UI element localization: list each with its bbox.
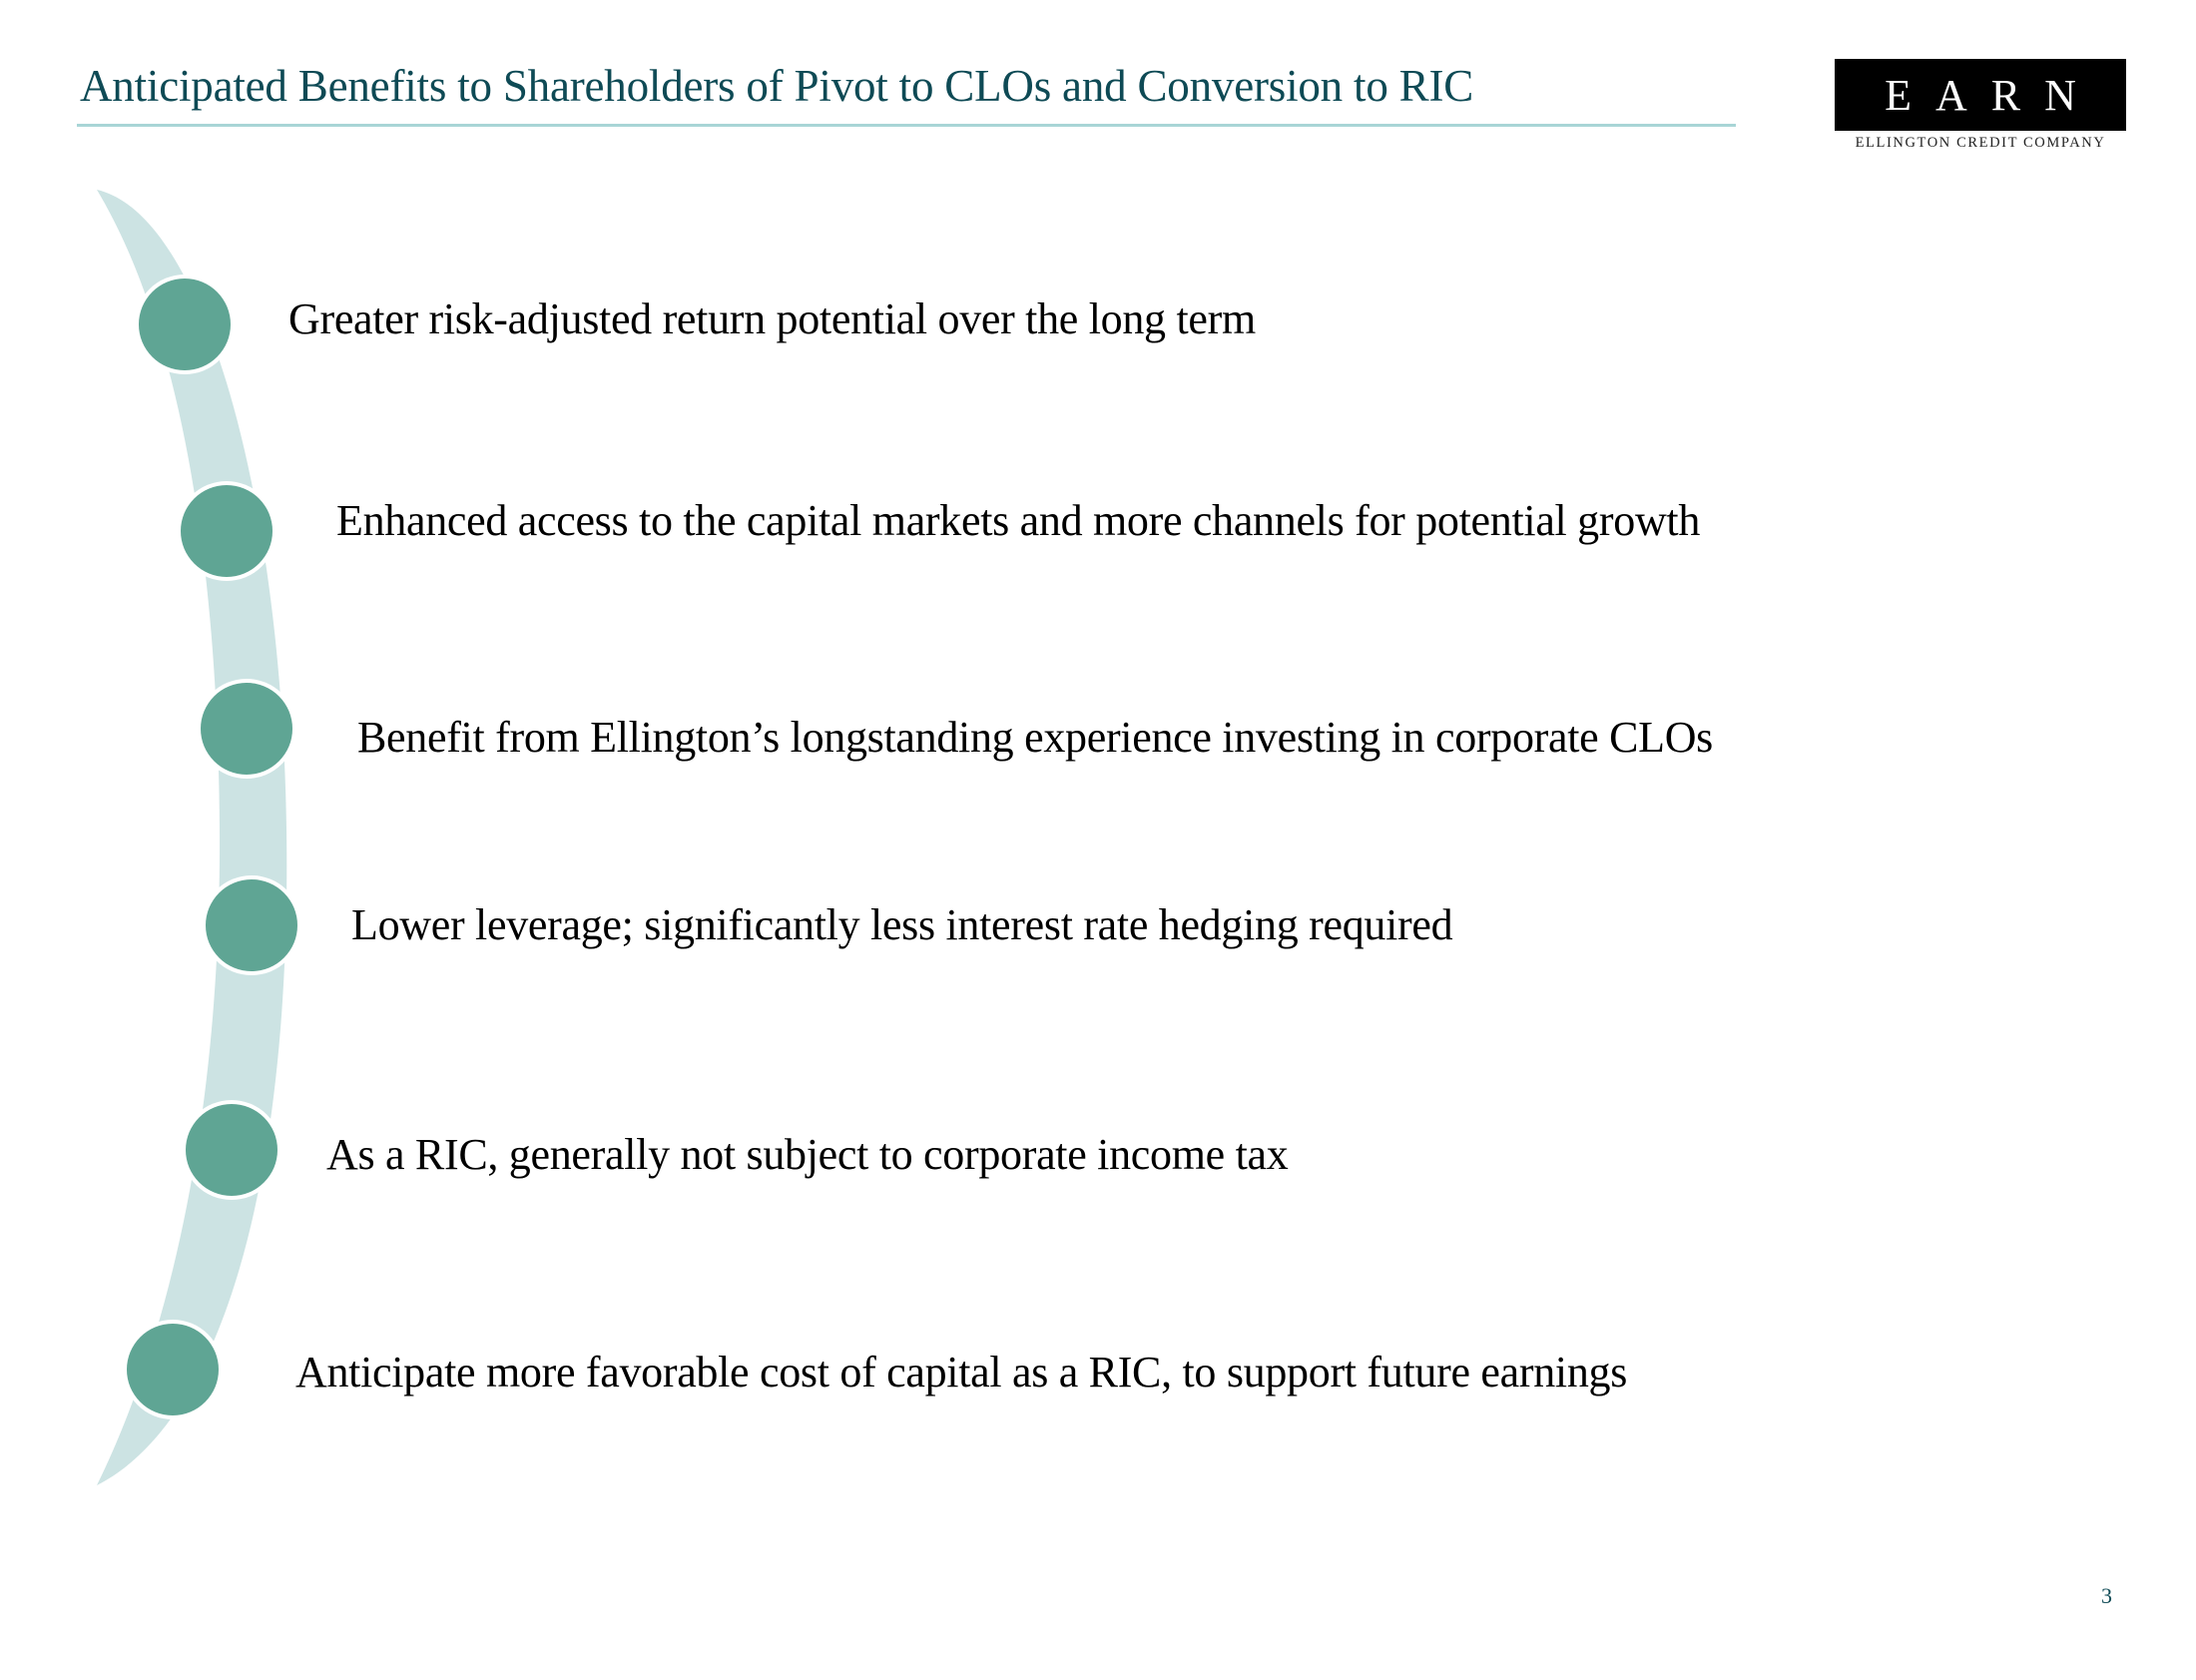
benefit-item-5: As a RIC, generally not subject to corporate income tax — [326, 1130, 1289, 1179]
page-title: Anticipated Benefits to Shareholders of Pivot to CLOs and Conversion to RIC — [80, 61, 1474, 111]
logo-company-name: ELLINGTON CREDIT COMPANY — [1855, 135, 2106, 151]
benefit-item-6: Anticipate more favorable cost of capital as a RIC, to support future earnings — [295, 1348, 1628, 1397]
benefit-item-2: Enhanced access to the capital markets and more channels for potential growth — [336, 496, 1701, 545]
node-circle-6-fill — [127, 1324, 219, 1415]
page-number: 3 — [2101, 1583, 2112, 1608]
timeline-arc — [0, 0, 419, 1680]
node-circle-1-fill — [139, 279, 231, 370]
node-circle-3-fill — [201, 683, 292, 775]
node-circle-4-fill — [206, 879, 297, 971]
node-circle-5-fill — [186, 1104, 277, 1196]
earn-logo — [1835, 59, 2126, 131]
node-circle-2-fill — [181, 485, 273, 577]
benefit-item-3: Benefit from Ellington’s longstanding experience investing in corporate CLOs — [357, 713, 1714, 762]
logo-ticker: EARN — [1885, 70, 2100, 120]
benefit-item-4: Lower leverage; significantly less interest rate hedging required — [351, 900, 1453, 949]
curved-band — [97, 190, 286, 1485]
benefit-item-1: Greater risk-adjusted return potential over the long term — [288, 294, 1256, 343]
